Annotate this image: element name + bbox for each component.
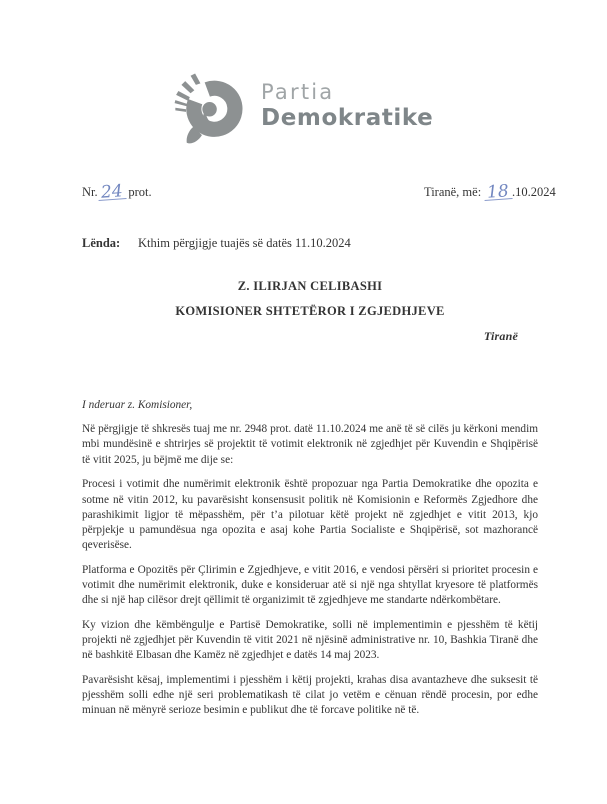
party-logo-icon: [166, 72, 244, 145]
date-label: Tiranë, më:: [424, 185, 482, 199]
protocol-suffix: prot.: [128, 185, 152, 199]
body-paragraph: Në përgjigje të shkresës tuaj me nr. 2948 prot. datë 11.10.2024 me anë të së cilës ju kërkoni mendim mbi mundësinë e shtrirjes së projektit të votimit elektronik në zgjedhjet për Kuvendin e Shqipërisë të vitit 2025, ju bëjmë me dije se:: [82, 423, 538, 466]
date-line: [424, 181, 556, 203]
salutation: I nderuar z. Komisioner,: [82, 399, 193, 411]
body-paragraph: Ky vizion dhe këmbëngulje e Partisë Demokratike, solli në implementimin e pjesshëm të këtij projekti në zgjedhjet për Kuvendin të vitit 2021 në njësinë administrative nr. 10, Bashkia Tiranë dhe në bashkitë Elbasan dhe Kamëz në zgjedhjet e datës 14 maj 2023.: [82, 618, 538, 662]
protocol-line: [82, 181, 152, 203]
party-logo: [166, 72, 433, 145]
subject-line: [82, 236, 351, 251]
recipient-block: [82, 279, 538, 344]
subject-text: Kthim përgjigje tuajës së datës 11.10.2024: [138, 236, 351, 250]
body-paragraph: Pavarësisht kësaj, implementimi i pjesshëm i këtij projekti, krahas disa avantazheve dhe suksesit të pjesshëm solli edhe një seri problematikash të cilat jo vetëm e cënuan rëndë procesin, por edhe minuan në mënyrë serioze besimin e publikut dhe të forcave politike në të.: [82, 674, 538, 717]
date-suffix: .10.2024: [511, 185, 556, 199]
party-logo-text: [261, 81, 433, 131]
protocol-number-handwritten: 24: [97, 184, 126, 201]
party-name-line1: Partia: [261, 80, 335, 104]
body-paragraph: Procesi i votimit dhe numërimit elektronik është propozuar nga Partia Demokratike dhe opozita e sotme në vitin 2012, ku pavarësisht konsensusit politik në Komisionin e Reformës Zgjedhore dhe parashikimit ligjor të mëpasshëm, për t’a pilotuar këtë projekt në zgjedhjet e vitit 2013, kjo përpjekje u pamundësua nga opozita e asaj kohe Partia Socialiste e Shqipërisë, sot mazhorancë qeverisëse.: [82, 478, 538, 552]
protocol-prefix: Nr.: [82, 185, 98, 199]
party-name-line2: Demokratike: [261, 104, 434, 131]
letter-body: [82, 398, 538, 728]
body-paragraph: Platforma e Opozitës për Çlirimin e Zgjedhjeve, e vitit 2016, e vendosi përsëri si prioritet procesin e votimit dhe numërimit elektronik, duke e konsideruar atë si një nga shtyllat kryesore të platformës dhe si një hap cilësor drejt qëllimit të organizimit të zgjedhjeve me standarte ndërkombëtare.: [82, 563, 538, 607]
recipient-title: KOMISIONER SHTETËROR I ZGJEDHJEVE: [175, 304, 445, 318]
recipient-city: Tiranë: [483, 329, 518, 343]
subject-label: Lënda:: [82, 236, 121, 250]
recipient-name: Z. ILIRJAN CELIBASHI: [237, 279, 383, 293]
date-day-handwritten: 18: [484, 184, 513, 201]
